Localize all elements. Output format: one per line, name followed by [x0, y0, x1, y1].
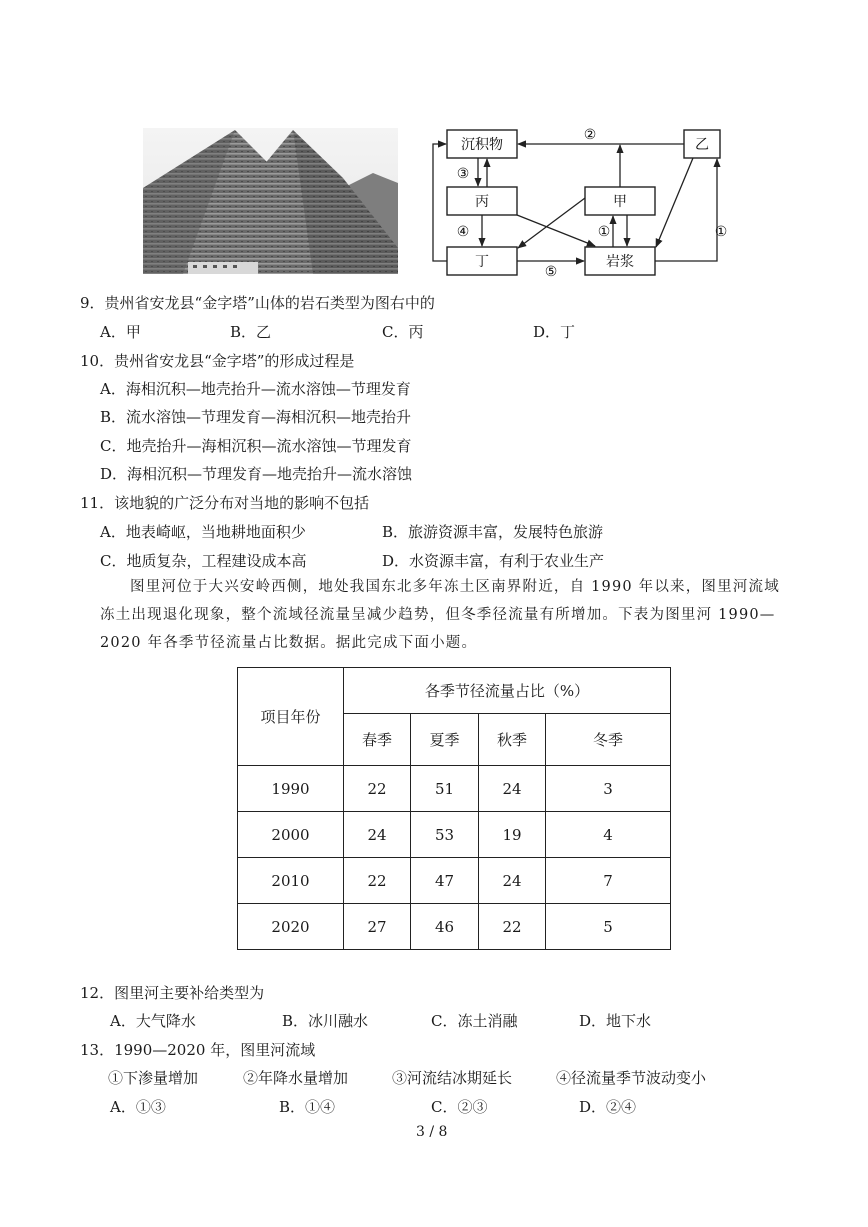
table-cell: 24 — [479, 766, 546, 812]
table-cell: 3 — [546, 766, 671, 812]
reading-passage — [100, 573, 790, 657]
question-12-option-c: C．冻土消融 — [431, 1012, 518, 1030]
question-13-item-3: ③河流结冰期延长 — [392, 1069, 513, 1087]
node-ding-label: 丁 — [475, 254, 489, 270]
question-13-option-d: D．②④ — [579, 1098, 637, 1116]
table-cell: 24 — [479, 858, 546, 904]
arrow-jia-to-ding — [518, 198, 585, 248]
question-12-option-b: B．冰川融水 — [282, 1012, 369, 1030]
table-col-winter: 冬季 — [546, 714, 671, 766]
label-4: ④ — [456, 224, 470, 240]
table-col-summer: 夏季 — [411, 714, 479, 766]
question-9-stem: 9．贵州省安龙县“金字塔”山体的岩石类型为图右中的 — [80, 294, 435, 312]
table-cell: 22 — [344, 766, 411, 812]
table-cell: 27 — [344, 904, 411, 950]
table-cell: 53 — [411, 812, 479, 858]
table-row — [238, 766, 671, 812]
table-cell: 47 — [411, 858, 479, 904]
table-row — [238, 904, 671, 950]
table-cell: 7 — [546, 858, 671, 904]
table-cell: 19 — [479, 812, 546, 858]
table-col-spring: 春季 — [344, 714, 411, 766]
question-10-option-c: C．地壳抬升—海相沉积—流水溶蚀—节理发育 — [100, 437, 412, 455]
label-5: ⑤ — [544, 264, 558, 280]
question-11-option-d: D．水资源丰富，有利于农业生产 — [382, 552, 605, 570]
table-col-autumn: 秋季 — [479, 714, 546, 766]
question-13-option-b: B．①④ — [279, 1098, 336, 1116]
question-11-option-b: B．旅游资源丰富，发展特色旅游 — [382, 523, 604, 541]
node-sediment-label: 沉积物 — [461, 137, 503, 153]
question-11-option-a: A．地表崎岖，当地耕地面积少 — [100, 523, 306, 541]
label-3: ③ — [456, 166, 470, 182]
runoff-table — [237, 667, 671, 950]
question-10-option-d: D．海相沉积—节理发育—地壳抬升—流水溶蚀 — [100, 465, 413, 483]
page-number: 3 / 8 — [416, 1124, 448, 1140]
table-cell-year: 1990 — [238, 766, 344, 812]
table-row — [238, 858, 671, 904]
question-13-item-2: ②年降水量增加 — [243, 1069, 349, 1087]
label-2: ② — [583, 127, 597, 143]
passage-text: 图里河位于大兴安岭西侧，地处我国东北多年冻土区南界附近，自 1990 年以来，图里河流域冻土出现退化现象，整个流域径流量呈减少趋势，但冬季径流量有所增加。下表为图里河 1990—2020 年各季节径流量占比数据。据此完成下面小题。 — [100, 579, 780, 651]
node-jia-label: 甲 — [613, 194, 627, 210]
table-cell: 22 — [479, 904, 546, 950]
table-cell-year: 2000 — [238, 812, 344, 858]
node-magma-label: 岩浆 — [606, 254, 634, 270]
table-cell-year: 2010 — [238, 858, 344, 904]
table-group-header: 各季节径流量占比（%） — [344, 668, 671, 714]
question-9-option-a: A．甲 — [100, 323, 141, 341]
question-11-stem: 11．该地貌的广泛分布对当地的影响不包括 — [80, 494, 370, 512]
question-13-item-1: ①下渗量增加 — [108, 1069, 199, 1087]
table-cell: 22 — [344, 858, 411, 904]
table-cell: 24 — [344, 812, 411, 858]
node-bing-label: 丙 — [475, 194, 489, 210]
question-13-option-c: C．②③ — [431, 1098, 488, 1116]
node-yi-label: 乙 — [695, 137, 709, 153]
question-9-option-d: D．丁 — [533, 323, 576, 341]
question-12-option-d: D．地下水 — [579, 1012, 652, 1030]
question-9-option-b: B．乙 — [230, 323, 272, 341]
question-12-option-a: A．大气降水 — [110, 1012, 196, 1030]
label-1-left: ① — [597, 224, 611, 240]
table-cell-year: 2020 — [238, 904, 344, 950]
question-13-item-4: ④径流量季节波动变小 — [556, 1069, 707, 1087]
rock-cycle-diagram — [425, 118, 735, 283]
question-10-option-b: B．流水溶蚀—节理发育—海相沉积—地壳抬升 — [100, 408, 412, 426]
question-13-stem: 13．1990—2020 年，图里河流域 — [80, 1041, 316, 1059]
table-row-header: 项目年份 — [238, 668, 344, 766]
question-13-option-a: A．①③ — [110, 1098, 166, 1116]
pyramid-mountain-photo — [143, 128, 398, 274]
question-11-option-c: C．地质复杂，工程建设成本高 — [100, 552, 307, 570]
table-cell: 51 — [411, 766, 479, 812]
arrow-yi-to-magma — [656, 158, 693, 247]
table-cell: 46 — [411, 904, 479, 950]
question-9-option-c: C．丙 — [382, 323, 424, 341]
arrow-ding-to-sediment — [433, 144, 447, 261]
question-10-stem: 10．贵州省安龙县“金字塔”的形成过程是 — [80, 352, 355, 370]
table-row — [238, 812, 671, 858]
label-1-right: ① — [714, 224, 728, 240]
table-cell: 5 — [546, 904, 671, 950]
question-12-stem: 12．图里河主要补给类型为 — [80, 984, 265, 1002]
question-10-option-a: A．海相沉积—地壳抬升—流水溶蚀—节理发育 — [100, 380, 411, 398]
table-cell: 4 — [546, 812, 671, 858]
